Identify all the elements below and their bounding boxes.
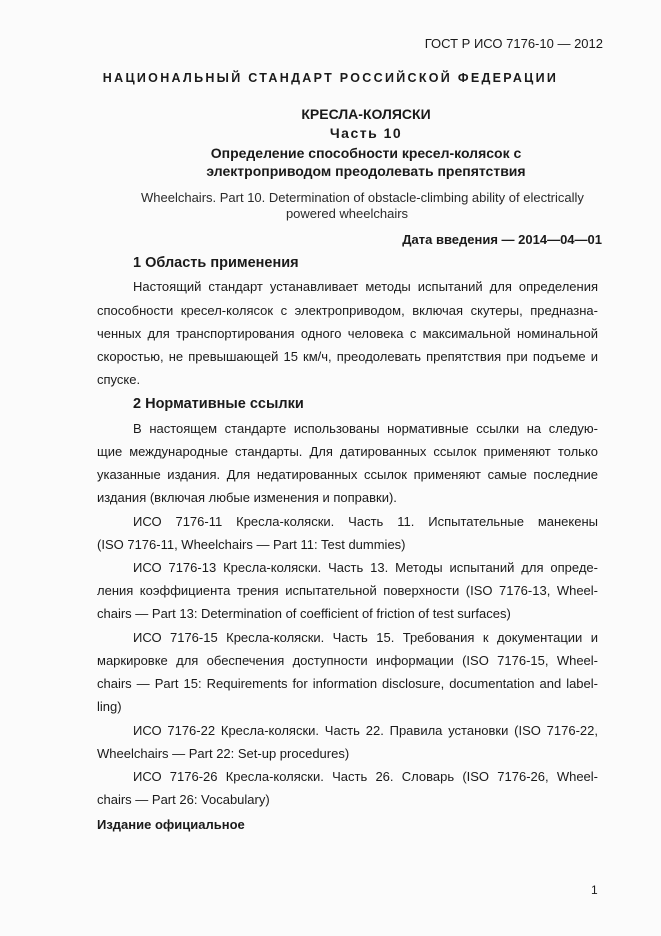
national-standard-banner: НАЦИОНАЛЬНЫЙ СТАНДАРТ РОССИЙСКОЙ ФЕДЕРАЦИИ	[102, 71, 559, 85]
text-line: ченных для транспортирования одного человека с максимальной номинальной	[97, 326, 598, 341]
reference-line: ИСО 7176-11 Кресла-коляски. Часть 11. Испытательные манекены	[133, 514, 598, 529]
reference-line: ИСО 7176-13 Кресла-коляски. Часть 13. Методы испытаний для опреде-	[133, 560, 598, 575]
text-line: скоростью, не превышающей 15 км/ч, преодолевать препятствия при подъеме и	[97, 349, 598, 364]
text-line: указанные издания. Для недатированных ссылок применяют самые последние	[97, 467, 598, 482]
standard-part: Часть 10	[329, 125, 403, 141]
reference-line: ИСО 7176-26 Кресла-коляски. Часть 26. Словарь (ISO 7176-26, Wheel-	[133, 769, 598, 784]
reference-line: (ISO 7176-11, Wheelchairs — Part 11: Test dummies)	[97, 537, 406, 552]
introduction-date: Дата введения — 2014—04—01	[402, 232, 602, 247]
section-heading-scope: 1 Область применения	[133, 255, 299, 271]
reference-line: ИСО 7176-22 Кресла-коляски. Часть 22. Правила установки (ISO 7176-22,	[133, 723, 598, 738]
reference-line: chairs — Part 26: Vocabulary)	[97, 792, 270, 807]
text-line: спуске.	[97, 372, 141, 387]
document-code: ГОСТ Р ИСО 7176-10 — 2012	[424, 36, 603, 51]
reference-line: маркировке для обеспечения доступности информации (ISO 7176-15, Wheel-	[97, 653, 598, 668]
reference-line: chairs — Part 15: Requirements for information disclosure, documentation and label-	[97, 676, 598, 691]
text-line: способности кресел-колясок с электроприводом, включая скутеры, предназна-	[97, 303, 598, 318]
text-line: издания (включая любые изменения и поправки).	[97, 490, 397, 505]
standard-subtitle-line: электроприводом преодолевать препятствия	[206, 163, 526, 179]
reference-line: ления коэффициента трения испытательной поверхности (ISO 7176-13, Wheel-	[97, 583, 598, 598]
english-title-line: powered wheelchairs	[285, 206, 409, 221]
official-edition-label: Издание официальное	[97, 817, 245, 832]
text-line: В настоящем стандарте использованы нормативные ссылки на следую-	[133, 421, 598, 436]
page-number: 1	[591, 883, 598, 897]
section-heading-references: 2 Нормативные ссылки	[133, 396, 304, 412]
reference-line: chairs — Part 13: Determination of coefficient of friction of test surfaces)	[97, 606, 511, 621]
text-line: Настоящий стандарт устанавливает методы испытаний для определения	[133, 279, 598, 294]
reference-line: Wheelchairs — Part 22: Set-up procedures)	[97, 746, 350, 761]
text-line: щие международные стандарты. Для датированных ссылок применяют только	[97, 444, 598, 459]
standard-title: КРЕСЛА-КОЛЯСКИ	[301, 106, 431, 122]
reference-line: ling)	[97, 699, 122, 714]
standard-subtitle-line: Определение способности кресел-колясок с	[210, 145, 522, 161]
english-title-line: Wheelchairs. Part 10. Determination of obstacle-climbing ability of electrically	[141, 190, 584, 205]
reference-line: ИСО 7176-15 Кресла-коляски. Часть 15. Требования к документации и	[133, 630, 598, 645]
